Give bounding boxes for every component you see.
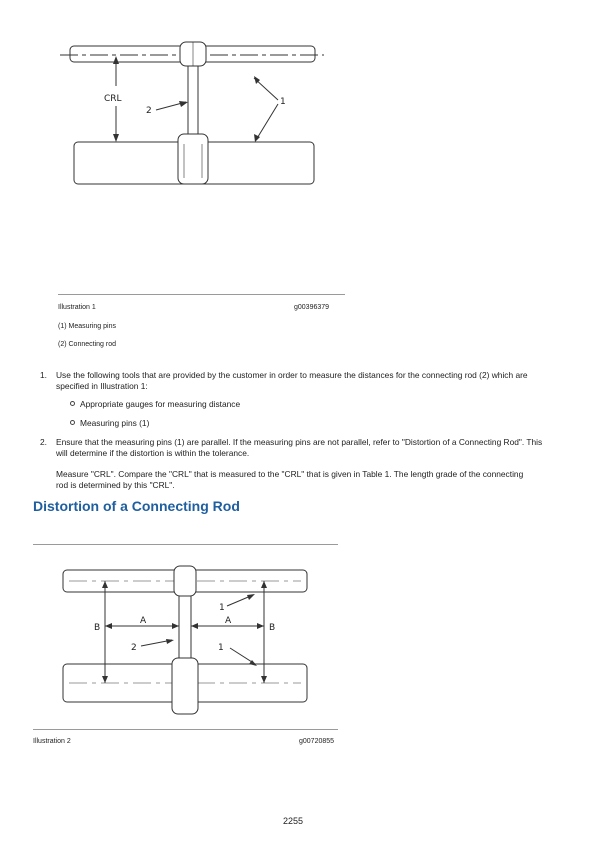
bullet-circle-icon: [70, 401, 75, 406]
bullet-measuring-pins: [70, 418, 149, 428]
page-number: 2255: [283, 816, 304, 826]
step-1-number: 1.: [40, 370, 47, 380]
bullet-circle-icon: [70, 420, 75, 425]
illustration-1: [58, 38, 328, 188]
label-crl: CRL: [104, 94, 122, 104]
step-1-text: Use the following tools that are provided by the customer in order to measure the distances for the connecting rod (2) which are specified in Illustration 1:: [56, 370, 528, 391]
illustration-2-caption: Illustration 2: [33, 738, 71, 745]
label-pin-1-lower: 1: [218, 643, 224, 653]
label-a-right: A: [225, 616, 232, 626]
connecting-rod-distortion-diagram: [55, 560, 315, 720]
section-heading: Distortion of a Connecting Rod: [33, 498, 240, 514]
label-measuring-pins-1: 1: [280, 97, 286, 107]
label-b-left: B: [94, 623, 101, 633]
label-connecting-rod-2: 2: [146, 106, 152, 116]
legend-measuring-pins: (1) Measuring pins: [58, 323, 116, 330]
label-rod-2: 2: [131, 643, 137, 653]
illustration-1-id: g00396379: [294, 304, 330, 311]
illustration-1-caption: Illustration 1: [58, 304, 96, 311]
step-2-note: Measure "CRL". Compare the "CRL" that is measured to the "CRL" that is given in Table 1. The length grade of the connecting rod is determined by this "CRL".: [56, 469, 524, 490]
illustration-2: [55, 560, 315, 720]
step-2-text: Ensure that the measuring pins (1) are parallel. If the measuring pins are not parallel, refer to "Distortion of a Connecting Rod". This will determine if the distortion is within the tolerance.: [56, 437, 543, 458]
bullet-measuring-pins-text: Measuring pins (1): [80, 418, 150, 428]
label-b-right: B: [269, 623, 276, 633]
legend-connecting-rod: (2) Connecting rod: [58, 341, 116, 348]
step-2-number: 2.: [40, 437, 47, 447]
connecting-rod-diagram-1: [58, 38, 328, 188]
figure-1-divider: [58, 294, 345, 295]
figure-2-bottom-divider: [33, 729, 338, 730]
label-pin-1-upper: 1: [219, 603, 225, 613]
bullet-gauges-text: Appropriate gauges for measuring distance: [80, 399, 241, 409]
label-a-left: A: [140, 616, 147, 626]
bullet-gauges: [70, 399, 240, 409]
illustration-2-id: g00720855: [299, 738, 335, 745]
figure-2-top-divider: [33, 544, 338, 545]
